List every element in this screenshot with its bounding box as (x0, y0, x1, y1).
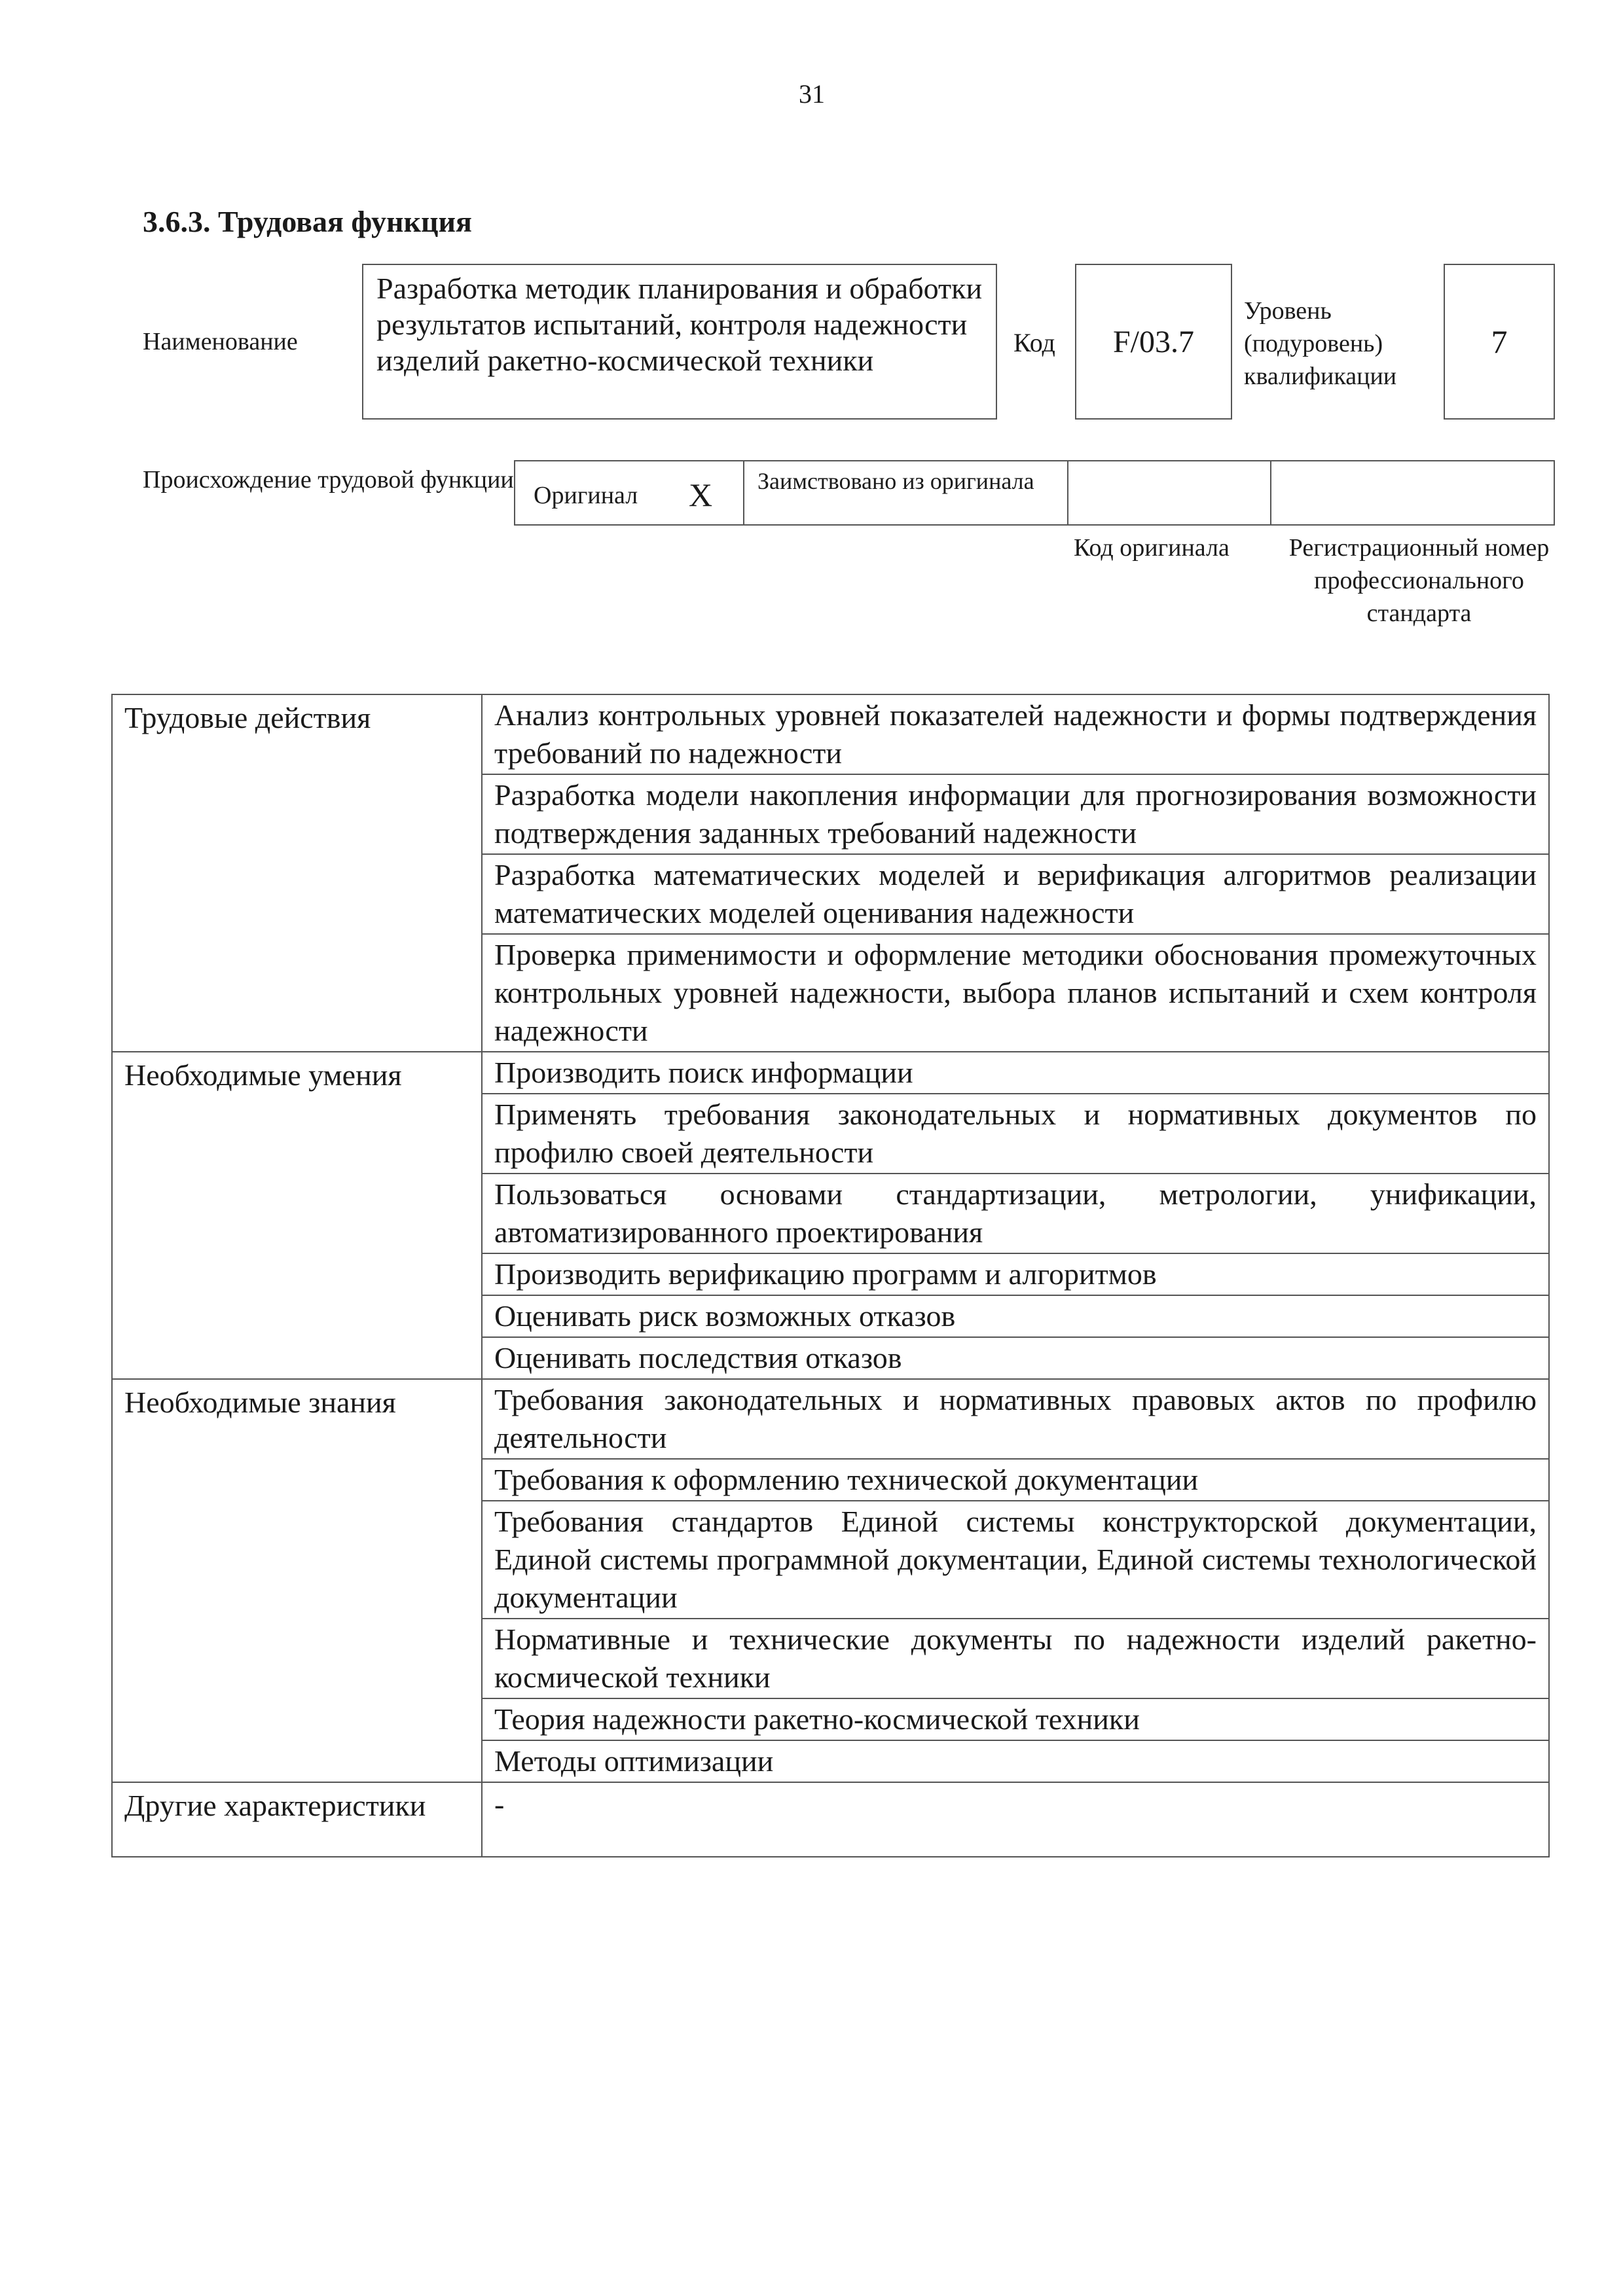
section-title-knowledge: Необходимые знания (124, 1386, 396, 1419)
list-item: Требования законодательных и нормативных правовых актов по профилю деятельности (494, 1383, 1537, 1454)
section-title-other: Другие характеристики (124, 1789, 426, 1822)
section-title-skills: Необходимые умения (124, 1058, 402, 1092)
list-item: Производить верификацию программ и алгоритмов (483, 1253, 1548, 1295)
other-value: - (494, 1787, 505, 1821)
code-value: F/03.7 (1112, 324, 1195, 359)
list-item: Производить поиск информации (494, 1056, 913, 1089)
reg-number-cell (1271, 461, 1556, 524)
list-item: Разработка модели накопления информации для прогнозирования возможности подтверждения заданных требований надежности (483, 774, 1548, 853)
original-cell (515, 461, 744, 524)
list-item: Методы оптимизации (483, 1740, 1548, 1782)
list-item: Теория надежности ракетно-космической техники (483, 1698, 1548, 1740)
borrowed-label: Заимствовано из оригинала (757, 468, 1034, 494)
list-item: Оценивать риск возможных отказов (483, 1295, 1548, 1336)
table-row-knowledge (112, 1379, 1549, 1782)
table-row-actions (112, 694, 1549, 1052)
level-value: 7 (1491, 323, 1508, 360)
page-number: 31 (799, 79, 825, 109)
function-name-box (362, 264, 997, 420)
function-name-value: Разработка методик планирования и обработки результатов испытаний, контроля надежности изделий ракетно-космической техники (376, 272, 983, 377)
borrowed-cell (744, 461, 1068, 524)
level-label: Уровень (подуровень) квалификации (1244, 297, 1397, 390)
list-item: Оценивать последствия отказов (483, 1336, 1548, 1378)
list-item: Разработка математических моделей и верификация алгоритмов реализации математических моделей оценивания надежности (483, 853, 1548, 933)
list-item: Пользоваться основами стандартизации, метрологии, унификации, автоматизированного проектирования (483, 1173, 1548, 1253)
level-box (1444, 264, 1555, 420)
list-item: Требования стандартов Единой системы конструкторской документации, Единой системы программной документации, Единой системы технологической документации (483, 1500, 1548, 1618)
table-row-skills (112, 1052, 1549, 1379)
original-code-cell (1068, 461, 1271, 524)
code-label: Код (1013, 328, 1055, 357)
origin-label-text: Происхождение трудовой функции (143, 466, 514, 493)
reg-number-caption: Регистрационный номер профессионального стандарта (1288, 534, 1550, 627)
list-item: Требования к оформлению технической документации (483, 1458, 1548, 1500)
code-box (1075, 264, 1232, 420)
origin-label (143, 463, 514, 496)
original-mark: X (689, 476, 713, 513)
list-item: Нормативные и технические документы по надежности изделий ракетно-космической техники (483, 1618, 1548, 1698)
name-label: Наименование (143, 328, 298, 355)
list-item: Проверка применимости и оформление методики обоснования промежуточных контрольных уровней надежности, выбора планов испытаний и схем контроля надежности (483, 933, 1548, 1051)
original-label: Оригинал (534, 482, 638, 509)
section-title: 3.6.3. Трудовая функция (143, 205, 472, 238)
section-title-actions: Трудовые действия (124, 701, 371, 734)
function-table (111, 694, 1550, 1857)
original-code-caption: Код оригинала (1074, 534, 1230, 562)
origin-strip (514, 460, 1555, 526)
table-row-other (112, 1782, 1549, 1857)
list-item: Анализ контрольных уровней показателей надежности и формы подтверждения требований по надежности (494, 698, 1537, 770)
list-item: Применять требования законодательных и нормативных документов по профилю своей деятельности (483, 1093, 1548, 1173)
